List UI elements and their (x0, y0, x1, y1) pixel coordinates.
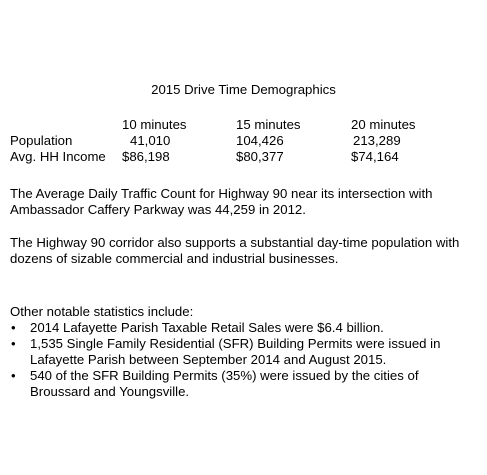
list-item-text: 1,535 Single Family Residential (SFR) Building Permits were issued in Lafayette Parish between September 2014 and August 2015. (30, 336, 441, 367)
column-header: 20 minutes (351, 117, 416, 132)
list-item (10, 368, 480, 400)
list-item-text: 540 of the SFR Building Permits (35%) were issued by the cities of Broussard and Youngsville. (30, 368, 419, 399)
statistics-list (10, 320, 480, 400)
page-title: 2015 Drive Time Demographics (151, 82, 336, 97)
bullet-icon: • (11, 336, 16, 351)
list-item-text: 2014 Lafayette Parish Taxable Retail Sales were $6.4 billion. (30, 320, 384, 335)
statistics-intro: Other notable statistics include: (10, 304, 194, 319)
column-header: 10 minutes (122, 117, 187, 132)
column-header: 15 minutes (236, 117, 301, 132)
table-cell: 104,426 (236, 133, 284, 148)
row-label: Population (10, 133, 73, 148)
table-cell: $86,198 (122, 149, 170, 164)
bullet-icon: • (11, 368, 16, 383)
bullet-icon: • (11, 320, 16, 335)
table-cell: 213,289 (353, 133, 401, 148)
traffic-count-paragraph: The Average Daily Traffic Count for Highway 90 near its intersection with Ambassador Caffery Parkway was 44,259 in 2012. (10, 186, 433, 217)
table-cell: $80,377 (236, 149, 284, 164)
corridor-paragraph: The Highway 90 corridor also supports a substantial day-time population with dozens of sizable commercial and industrial businesses. (10, 235, 460, 266)
table-cell: $74,164 (351, 149, 399, 164)
table-cell: 41,010 (130, 133, 171, 148)
row-label: Avg. HH Income (10, 149, 106, 164)
list-item (10, 336, 480, 368)
list-item (10, 320, 480, 336)
